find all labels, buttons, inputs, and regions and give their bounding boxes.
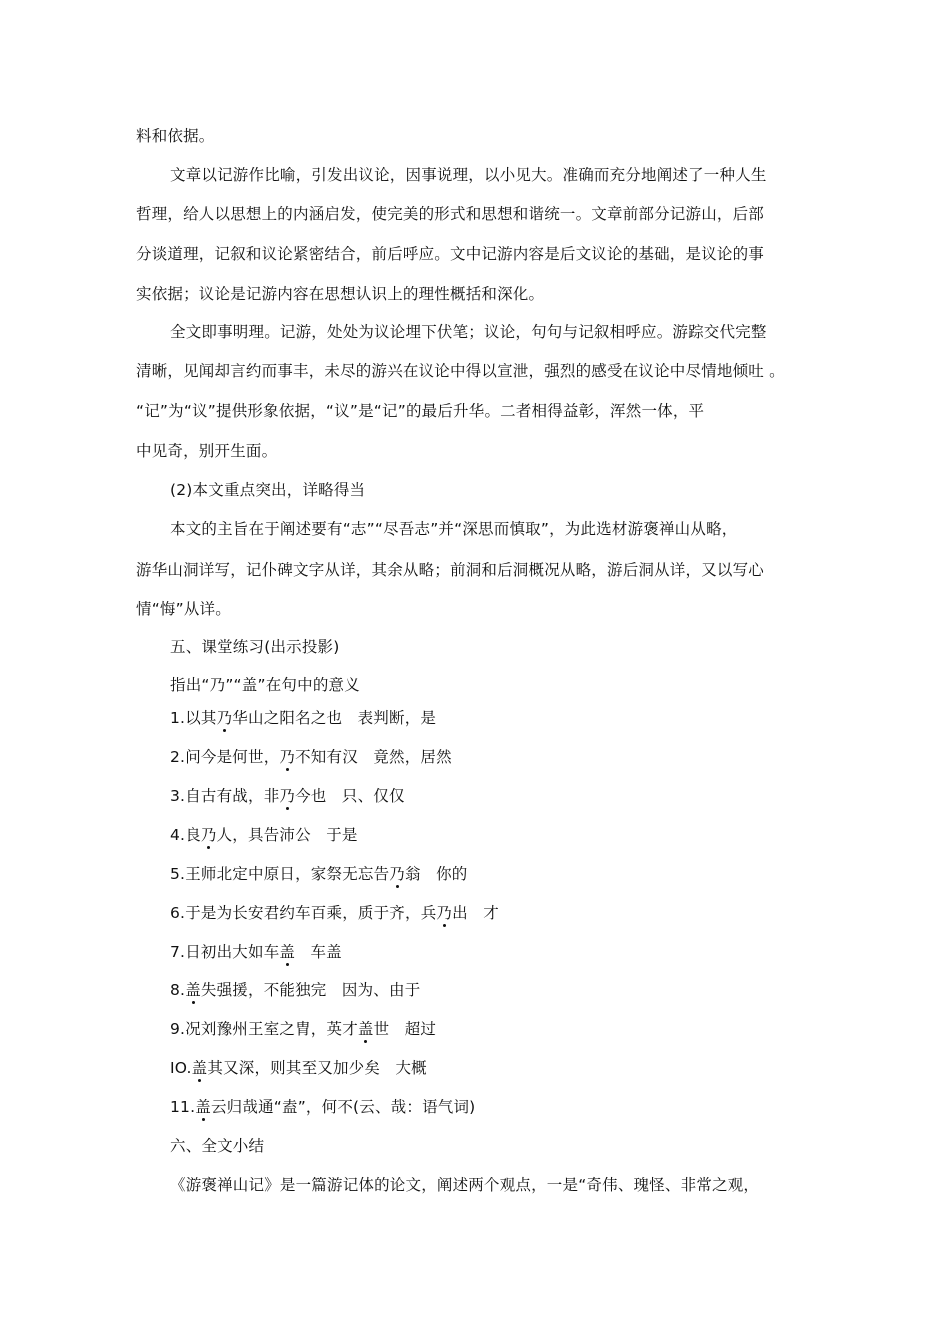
exercise-text: 11. — [170, 1098, 196, 1116]
exercise-text: 4.良 — [170, 826, 201, 844]
paragraph-line: 《游褒禅山记》是一篇游记体的论文，阐述两个观点，一是“奇伟、瑰怪、非常之观， — [170, 1176, 760, 1194]
exercise-item — [170, 746, 816, 768]
paragraph-line: 本文的主旨在于阐述要有“志”“尽吾志”并“深思而慎取”，为此选材游褒禅山从略， — [170, 520, 738, 538]
emphasized-char: 盖 — [185, 981, 201, 999]
exercise-text: 9.况刘豫州王室之胄，英才 — [170, 1020, 358, 1038]
exercise-item — [170, 902, 816, 924]
exercise-text: IO. — [170, 1059, 192, 1077]
exercise-item — [170, 863, 816, 885]
exercise-text: 世 — [373, 1020, 390, 1038]
paragraph-line: 情“悔”从详。 — [136, 600, 231, 618]
paragraph-line: 实依据；议论是记游内容在思想认识上的理性概括和深化。 — [136, 285, 545, 303]
emphasized-char: 盖 — [279, 943, 296, 961]
exercise-text: 云归哉通“盍”，何不(云、哉：语气词) — [210, 1098, 476, 1116]
exercise-text: 2.问今是何世， — [170, 748, 280, 766]
emphasized-char: 盖 — [195, 1098, 211, 1116]
paragraph-line: 文章以记游作比喻，引发出议论，因事说理，以小见大。准确而充分地阐述了一种人生 — [170, 166, 767, 184]
exercise-item — [170, 707, 816, 729]
paragraph-line: 全文即事明理。记游，处处为议论埋下伏笔；议论，句句与记叙相呼应。游踪交代完整 — [170, 323, 767, 341]
exercise-text: 1.以其 — [170, 709, 217, 727]
exercise-item — [170, 1057, 816, 1079]
emphasized-char: 盖 — [191, 1059, 208, 1077]
exercise-text: 3.自古有战，非 — [170, 787, 280, 805]
exercise-text: 8. — [170, 981, 186, 999]
exercise-text: 翁 — [405, 865, 421, 883]
paragraph-line: 中见奇，别开生面。 — [136, 442, 278, 460]
exercise-text: 华山之阳名之也 — [232, 709, 343, 727]
section-heading: 五、课堂练习(出示投影) — [170, 638, 340, 656]
emphasized-char: 乃 — [389, 865, 405, 883]
exercise-item — [170, 979, 816, 1001]
emphasized-char: 乃 — [200, 826, 217, 844]
exercise-meaning: 于是 — [326, 826, 358, 844]
exercise-meaning: 竟然，居然 — [373, 748, 452, 766]
instruction-line: 指出“乃”“盖”在句中的意义 — [170, 676, 360, 694]
exercise-meaning: 只、仅仅 — [341, 787, 405, 805]
paragraph-line: 游华山洞详写，记仆碑文字从详，其余从略；前洞和后洞概况从略，游后洞从详，又以写心 — [136, 561, 765, 579]
exercise-text: 5.王师北定中原日，家祭无忘告 — [170, 865, 390, 883]
exercise-item — [170, 1018, 816, 1040]
exercise-meaning: 你的 — [436, 865, 468, 883]
exercise-text: 6.于是为长安君约车百乘，质于齐，兵 — [170, 904, 437, 922]
emphasized-char: 乃 — [279, 787, 296, 805]
exercise-meaning: 车盖 — [310, 943, 342, 961]
exercise-text: 出 — [452, 904, 468, 922]
paragraph-line: 哲理，给人以思想上的内涵启发，使完美的形式和思想和谐统一。文章前部分记游山，后部 — [136, 205, 765, 223]
exercise-meaning: 表判断，是 — [357, 709, 437, 727]
exercise-meaning: 因为、由于 — [341, 981, 421, 999]
exercise-meaning: 超过 — [404, 1020, 437, 1038]
exercise-text: 不知有汉 — [295, 748, 358, 766]
emphasized-char: 盖 — [357, 1020, 374, 1038]
exercise-item — [170, 824, 816, 846]
paragraph-line: “记”为“议”提供形象依据，“议”是“记”的最后升华。二者相得益彰，浑然一体，平 — [136, 402, 705, 420]
paragraph-line: 分谈道理，记叙和议论紧密结合，前后呼应。文中记游内容是后文议论的基础，是议论的事 — [136, 245, 765, 263]
exercise-meaning: 才 — [483, 904, 499, 922]
exercise-meaning: 大概 — [395, 1059, 427, 1077]
exercise-item — [170, 785, 816, 807]
section-heading: 六、全文小结 — [170, 1137, 265, 1155]
exercise-item — [170, 1096, 816, 1118]
exercise-item — [170, 941, 816, 963]
exercise-text: 7.日初出大如车 — [170, 943, 280, 961]
section-heading: (2)本文重点突出，详略得当 — [170, 481, 366, 499]
paragraph-line: 料和依据。 — [136, 127, 215, 145]
exercise-text: 其又深，则其至又加少矣 — [207, 1059, 381, 1077]
paragraph-line: 清晰，见闻却言约而事丰，未尽的游兴在议论中得以宣泄，强烈的感受在议论中尽情地倾吐 。 — [136, 362, 785, 380]
emphasized-char: 乃 — [279, 748, 296, 766]
emphasized-char: 乃 — [436, 904, 453, 922]
exercise-text: 失强援，不能独完 — [200, 981, 327, 999]
emphasized-char: 乃 — [216, 709, 233, 727]
exercise-text: 今也 — [295, 787, 327, 805]
exercise-text: 人，具告沛公 — [216, 826, 311, 844]
